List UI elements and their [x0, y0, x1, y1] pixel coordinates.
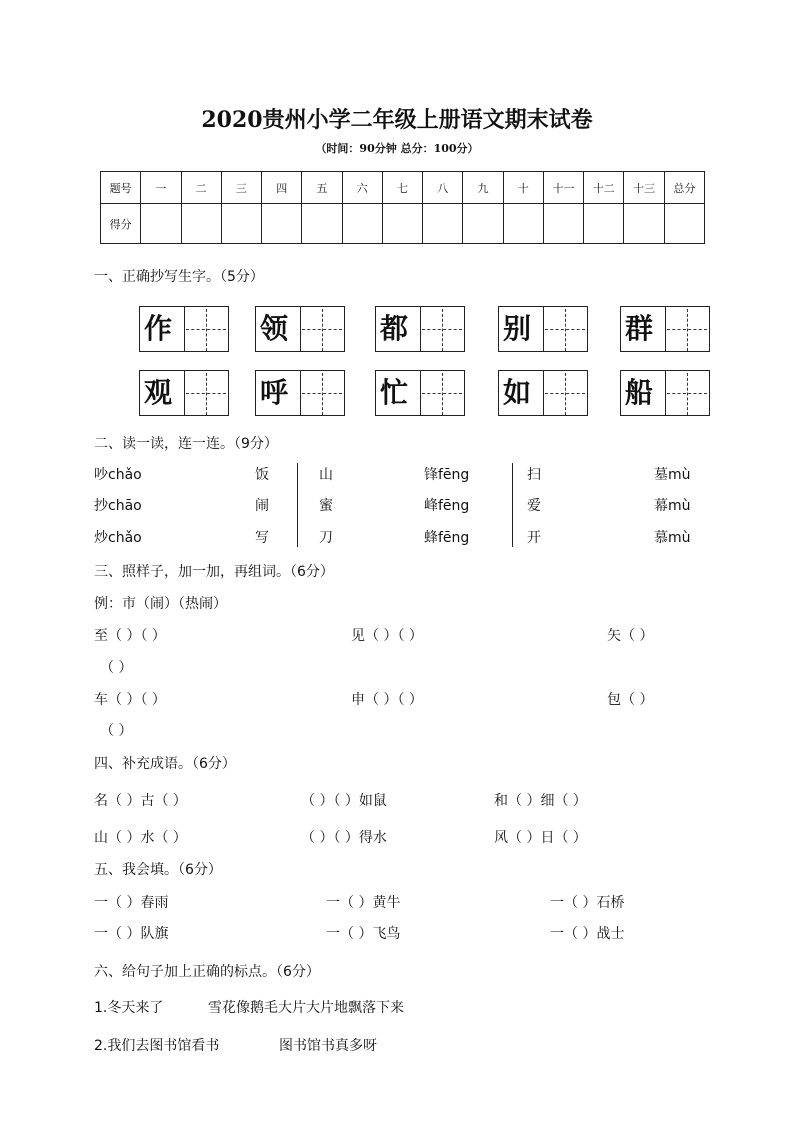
match-item[interactable]: 吵chǎo: [94, 467, 142, 483]
match-item[interactable]: 扫: [527, 467, 541, 483]
sentence-part: 2.我们去图书馆看书: [94, 1038, 220, 1054]
score-header-cell: 八: [423, 172, 463, 204]
copy-box[interactable]: [498, 370, 588, 416]
match-item[interactable]: 峰fēng: [424, 498, 470, 514]
sentence-part: 图书馆书真多呀: [279, 1038, 377, 1054]
sentence-part: 1.冬天来了: [94, 1000, 164, 1016]
section-heading-5: 五、我会填。（6分）: [94, 862, 222, 878]
score-input-cell[interactable]: [221, 204, 261, 244]
score-header-cell: 十二: [584, 172, 624, 204]
copy-box[interactable]: [255, 370, 345, 416]
score-header-cell: 题号: [101, 172, 141, 204]
score-header-cell: 总分: [664, 172, 704, 204]
copy-box[interactable]: [139, 370, 229, 416]
score-input-cell[interactable]: [584, 204, 624, 244]
fill-blank[interactable]: 一（ ）队旗: [94, 926, 169, 942]
match-item[interactable]: 开: [527, 530, 541, 546]
score-table-score-row: [101, 204, 705, 244]
score-row-label: 得分: [101, 204, 141, 244]
fill-blank[interactable]: （ ）: [100, 660, 133, 676]
copy-box[interactable]: [375, 370, 465, 416]
score-input-cell[interactable]: [302, 204, 342, 244]
score-input-cell[interactable]: [543, 204, 583, 244]
match-item[interactable]: 写: [255, 530, 269, 546]
match-item[interactable]: 锋fēng: [424, 467, 470, 483]
score-header-cell: 九: [463, 172, 503, 204]
score-input-cell[interactable]: [262, 204, 302, 244]
match-item[interactable]: 蜜: [319, 498, 333, 514]
match-item[interactable]: 幕mù: [654, 498, 691, 514]
fill-blank[interactable]: 和（ ）细（ ）: [494, 793, 587, 809]
copy-box[interactable]: [375, 306, 465, 352]
score-header-cell: 十一: [543, 172, 583, 204]
score-input-cell[interactable]: [503, 204, 543, 244]
match-item[interactable]: 抄chāo: [94, 498, 142, 514]
copy-box[interactable]: [498, 306, 588, 352]
match-item[interactable]: 墓mù: [654, 467, 691, 483]
copy-box[interactable]: [620, 306, 710, 352]
fill-blank[interactable]: 风（ ）日（ ）: [494, 830, 587, 846]
score-input-cell[interactable]: [342, 204, 382, 244]
copy-char: 观: [144, 376, 173, 409]
score-input-cell[interactable]: [141, 204, 181, 244]
copy-box[interactable]: [620, 370, 710, 416]
fill-blank[interactable]: 见（ ）（ ）: [351, 628, 423, 644]
match-item[interactable]: 炒chǎo: [94, 530, 142, 546]
score-header-cell: 七: [382, 172, 422, 204]
match-item[interactable]: 刀: [319, 530, 333, 546]
fill-blank[interactable]: 申（ ）（ ）: [351, 692, 423, 708]
copy-char: 作: [144, 312, 173, 345]
score-header-cell: 二: [181, 172, 221, 204]
match-item[interactable]: 慕mù: [654, 530, 691, 546]
match-item[interactable]: 爱: [527, 498, 541, 514]
score-input-cell[interactable]: [463, 204, 503, 244]
fill-blank[interactable]: 一（ ）战士: [550, 926, 625, 942]
copy-char: 呼: [260, 376, 289, 409]
score-header-cell: 十: [503, 172, 543, 204]
score-header-cell: 一: [141, 172, 181, 204]
copy-char: 领: [260, 312, 289, 345]
fill-blank[interactable]: 山（ ）水（ ）: [94, 830, 187, 846]
page-subtitle: （时间：90分钟 总分：100分）: [315, 142, 479, 155]
copy-char: 忙: [380, 376, 409, 409]
divider-line: [297, 463, 298, 547]
divider-line: [512, 463, 513, 547]
score-input-cell[interactable]: [181, 204, 221, 244]
score-input-cell[interactable]: [423, 204, 463, 244]
copy-char: 都: [380, 312, 409, 345]
fill-blank[interactable]: （ ）: [100, 723, 133, 739]
copy-char: 如: [503, 376, 532, 409]
copy-box[interactable]: [139, 306, 229, 352]
score-input-cell[interactable]: [664, 204, 704, 244]
fill-blank[interactable]: 车（ ）（ ）: [94, 692, 166, 708]
match-item[interactable]: 闹: [255, 498, 269, 514]
fill-blank[interactable]: 包（ ）: [607, 692, 654, 708]
fill-blank[interactable]: 一（ ）春雨: [94, 895, 169, 911]
fill-blank[interactable]: 一（ ）飞鸟: [326, 926, 401, 942]
fill-blank[interactable]: 名（ ）古（ ）: [94, 793, 187, 809]
sentence-part: 雪花像鹅毛大片大片地飘落下来: [208, 1000, 404, 1016]
score-table-header-row: [101, 172, 705, 204]
score-input-cell[interactable]: [382, 204, 422, 244]
section-heading-4: 四、补充成语。（6分）: [94, 756, 236, 772]
fill-blank[interactable]: 一（ ）黄牛: [326, 895, 401, 911]
score-header-cell: 六: [342, 172, 382, 204]
match-item[interactable]: 蜂fēng: [424, 530, 470, 546]
section-heading-2: 二、读一读，连一连。（9分）: [94, 436, 278, 452]
match-item[interactable]: 山: [319, 467, 333, 483]
fill-blank[interactable]: 一（ ）石桥: [550, 895, 625, 911]
copy-char: 群: [625, 312, 654, 345]
score-header-cell: 三: [221, 172, 261, 204]
fill-blank[interactable]: （ ）（ ）如鼠: [301, 793, 387, 809]
section-heading-3: 三、照样子，加一加，再组词。（6分）: [94, 564, 334, 580]
score-input-cell[interactable]: [624, 204, 664, 244]
fill-blank[interactable]: 至（ ）（ ）: [94, 628, 166, 644]
score-table: [100, 171, 705, 244]
copy-char: 别: [503, 312, 532, 345]
fill-blank[interactable]: 矢（ ）: [607, 628, 654, 644]
copy-box[interactable]: [255, 306, 345, 352]
score-header-cell: 五: [302, 172, 342, 204]
score-header-cell: 十三: [624, 172, 664, 204]
score-header-cell: 四: [262, 172, 302, 204]
copy-char: 船: [625, 376, 654, 409]
match-item[interactable]: 饭: [255, 467, 269, 483]
page-title: 2020贵州小学二年级上册语文期末试卷: [201, 107, 593, 133]
example-line: 例：市（闹）（热闹）: [94, 596, 227, 612]
section-heading-6: 六、给句子加上正确的标点。（6分）: [94, 964, 320, 980]
fill-blank[interactable]: （ ）（ ）得水: [301, 830, 387, 846]
section-heading-1: 一、正确抄写生字。（5分）: [94, 269, 264, 285]
